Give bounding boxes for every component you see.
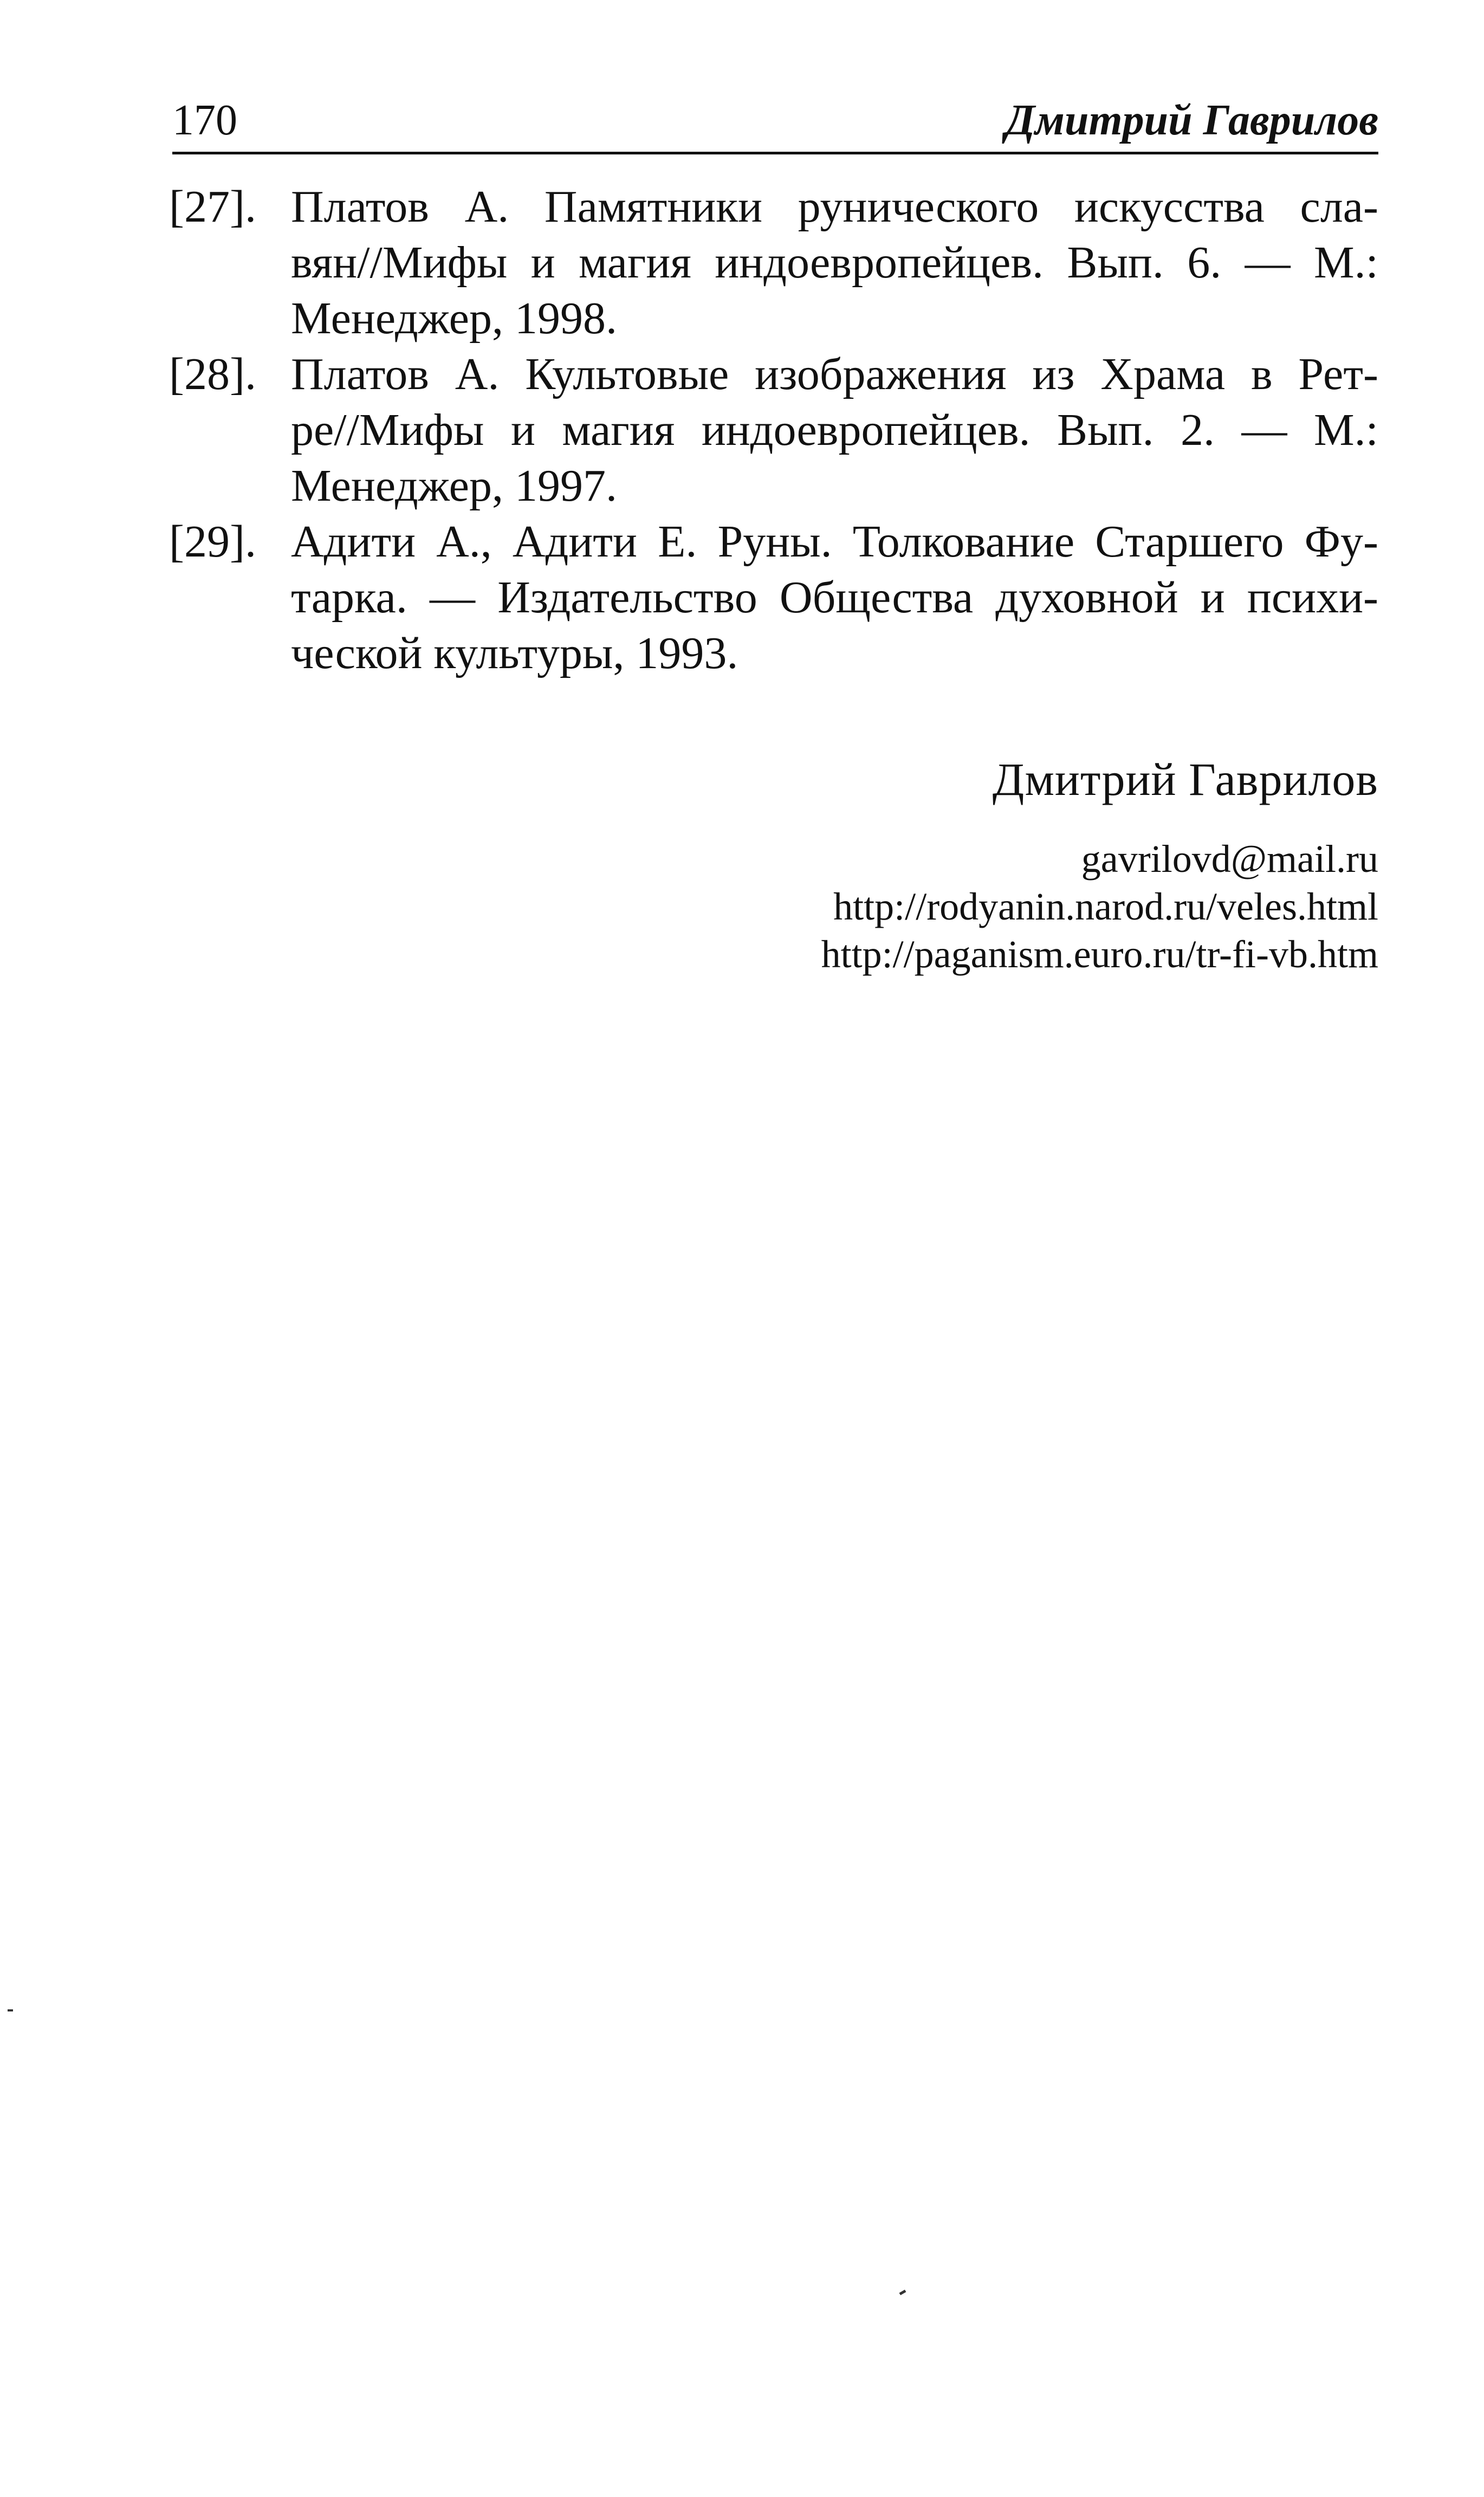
page-header xyxy=(172,87,1378,154)
author-name: Дмитрий Гаврилов xyxy=(992,753,1378,805)
reference-list xyxy=(169,179,1378,681)
author-email: gavrilovd@mail.ru xyxy=(1081,837,1378,881)
reference-number: [28]. xyxy=(169,349,256,399)
author-signature xyxy=(821,753,1378,978)
reference-item xyxy=(169,346,1378,514)
reference-item xyxy=(169,179,1378,346)
reference-line: Адити А., Адити Е. Руны. Толкование Старшего Фу- xyxy=(291,516,1378,567)
reference-line: Платов А. Памятники рунического искусства сла- xyxy=(291,182,1378,232)
reference-line: тарка. — Издательство Общества духовной и психи- xyxy=(291,572,1378,623)
reference-line: вян//Мифы и магия индоевропейцев. Вып. 6. — М.: xyxy=(291,237,1378,288)
running-head: Дмитрий Гаврилов xyxy=(1005,96,1378,144)
reference-item xyxy=(169,514,1378,681)
reference-line: ре//Мифы и магия индоевропейцев. Вып. 2. — М.: xyxy=(291,405,1378,455)
reference-number: [29]. xyxy=(169,516,256,567)
scan-speck xyxy=(899,2289,906,2295)
scan-speck xyxy=(8,2009,13,2011)
reference-line: ческой культуры, 1993. xyxy=(291,628,738,678)
page-number: 170 xyxy=(172,96,237,144)
author-link: http://paganism.euro.ru/tr-fi-vb.htm xyxy=(821,933,1378,976)
reference-number: [27]. xyxy=(169,182,256,232)
reference-line: Платов А. Культовые изображения из Храма в Рет- xyxy=(291,349,1378,399)
reference-line: Менеджер, 1997. xyxy=(291,461,617,511)
author-link: http://rodyanin.narod.ru/veles.html xyxy=(833,885,1378,928)
reference-line: Менеджер, 1998. xyxy=(291,293,617,344)
